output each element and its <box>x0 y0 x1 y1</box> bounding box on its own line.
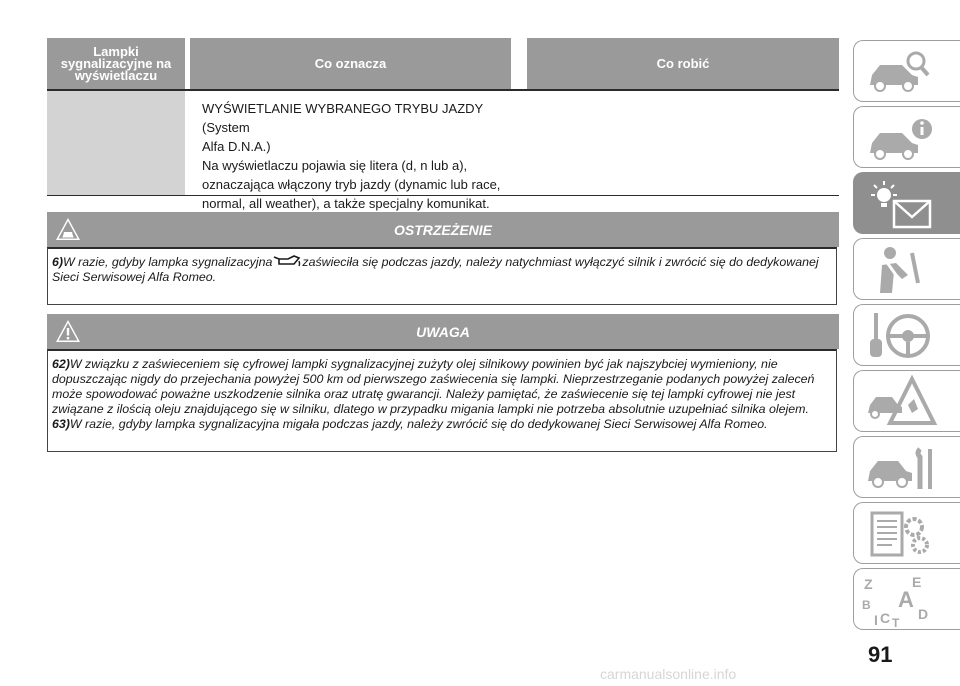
car-search-icon <box>862 45 938 99</box>
meaning-line: Alfa D.N.A.) <box>202 139 271 154</box>
warning-ref: 6) <box>52 255 64 269</box>
tab-index[interactable] <box>853 568 960 630</box>
warning-lights-table <box>47 38 839 211</box>
header-action: Co robić <box>527 38 839 89</box>
caution-text: W razie, gdyby lampka sygnalizacyjna migała podczas jazdy, należy zwrócić się do dedykowanej Sieci Serwisowej Alfa Romeo. <box>69 417 768 431</box>
watermark: carmanualsonline.info <box>600 666 737 682</box>
caution-ref: 62) <box>52 357 70 371</box>
warning-text: zaświeciła się podczas jazdy, należy natychmiast wyłączyć silnik i zwrócić się do dedykowanej <box>302 255 819 269</box>
tab-safety[interactable] <box>853 238 960 300</box>
meaning-line: normal, all weather), a także specjalny komunikat. <box>202 196 490 211</box>
warning-triangle-icon <box>55 319 81 343</box>
document-gears-icon <box>862 507 938 561</box>
header-lights: Lampki sygnalizacyjne na wyświetlaczu <box>47 38 185 89</box>
index-letter: I <box>874 612 878 627</box>
caution-title: UWAGA <box>416 323 470 340</box>
tab-technical-data[interactable] <box>853 502 960 564</box>
index-letter: Z <box>864 576 873 592</box>
tab-getting-to-know-car[interactable] <box>853 40 960 102</box>
caution-body <box>47 349 837 452</box>
warning-car-icon <box>55 217 81 241</box>
meaning-line: oznaczająca włączony tryb jazdy (dynamic lub race, <box>202 177 501 192</box>
car-info-icon <box>862 111 938 165</box>
caution-text: związane z ilością oleju znajdującego się w silniku, dlatego w przypadku migania lampki nie potrzeba absolutnie uzupełniać silnika olejem. <box>52 402 809 416</box>
index-letter: D <box>918 606 929 622</box>
caution-ref: 63) <box>52 417 70 431</box>
index-letter: B <box>862 598 871 612</box>
light-icon-cell <box>47 91 185 195</box>
tab-emergency[interactable] <box>853 370 960 432</box>
table-header <box>47 38 839 89</box>
tab-starting-driving[interactable] <box>853 304 960 366</box>
table-row <box>47 91 839 211</box>
caution-text: może spowodować poważne uszkodzenie silnika oraz utratę gwarancji. Należy pamiętać, że zaświecenie się tej lampki cyfrowej nie jest <box>52 387 796 401</box>
warning-light-message-icon <box>862 177 938 231</box>
warning-header <box>47 212 839 247</box>
meaning-line: Na wyświetlaczu pojawia się litera (d, n lub a), <box>202 158 468 173</box>
hazard-car-icon <box>862 375 938 429</box>
page-number: 91 <box>868 642 893 667</box>
index-letter: E <box>912 574 922 590</box>
tab-warning-lights[interactable] <box>853 172 960 234</box>
header-meaning: Co oznacza <box>190 38 511 89</box>
oil-can-icon <box>272 255 302 267</box>
tab-maintenance[interactable] <box>853 436 960 498</box>
index-letter: T <box>892 616 900 627</box>
warning-text: W razie, gdyby lampka sygnalizacyjna <box>63 255 273 269</box>
warning-title: OSTRZEŻENIE <box>393 221 492 238</box>
car-wrench-icon <box>862 441 938 495</box>
meaning-line: WYŚWIETLANIE WYBRANEGO TRYBU JAZDY (System <box>202 101 483 135</box>
steering-wheel-key-icon <box>862 309 938 363</box>
caution-text: W związku z zaświeceniem się cyfrowej lampki sygnalizacyjnej zużyty olej silnikowy powinien być jak najszybciej wymieniony, nie <box>69 357 778 371</box>
index-letter: A <box>898 587 914 612</box>
caution-text: dopuszczając nigdy do przejechania powyżej 500 km od pierwszego zaświecenia się lampki. Nieprzestrzeganie podanych powyżej zaleceń <box>52 372 815 386</box>
warning-body <box>47 247 837 305</box>
tab-safety-info[interactable] <box>853 106 960 168</box>
alphabet-index-icon <box>862 573 938 627</box>
meaning-cell <box>202 91 523 211</box>
warning-text: Sieci Serwisowej Alfa Romeo. <box>52 270 217 284</box>
caution-header <box>47 314 839 349</box>
seat-belt-icon <box>862 243 938 297</box>
index-letter: C <box>880 610 891 626</box>
